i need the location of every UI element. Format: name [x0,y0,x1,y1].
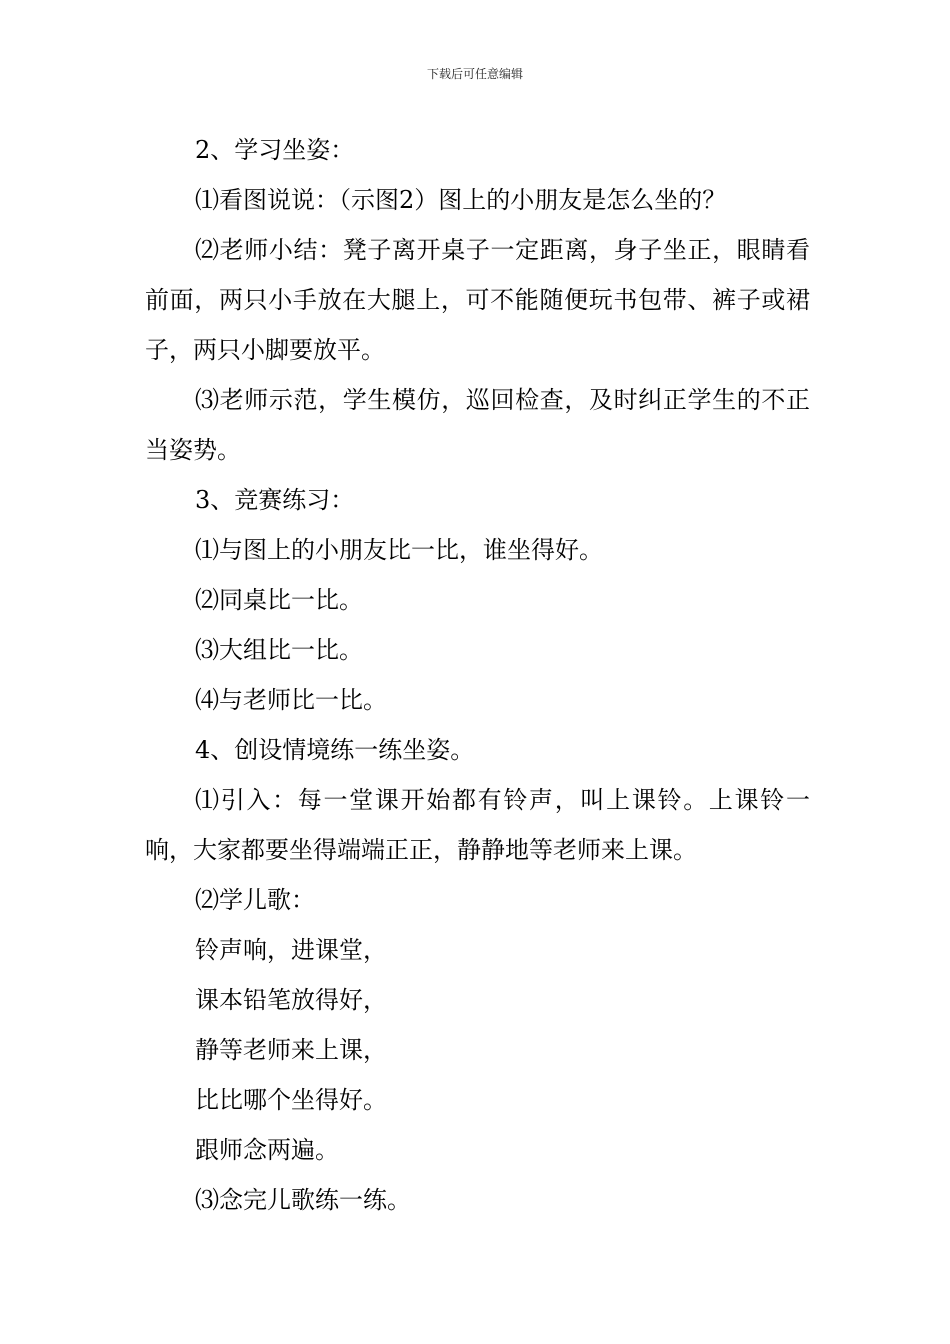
paragraph: 跟师念两遍。 [195,1136,339,1164]
song-line: 比比哪个坐得好。 [195,1086,387,1114]
section-heading-sitting-posture: 2、学习坐姿： [195,136,355,164]
section-heading-scenario: 4、创设情境练一练坐姿。 [195,736,475,764]
paragraph: ⑶大组比一比。 [195,636,363,664]
document-body [145,125,810,1225]
paragraph: ⑴看图说说：（示图2）图上的小朋友是怎么坐的？ [195,186,727,214]
song-line: 课本铅笔放得好， [195,986,387,1014]
paragraph: ⑷与老师比一比。 [195,686,387,714]
paragraph: ⑶念完儿歌练一练。 [195,1186,411,1214]
paragraph: ⑴与图上的小朋友比一比，谁坐得好。 [195,536,603,564]
paragraph: ⑶老师示范，学生模仿，巡回检查，及时纠正学生的不正当姿势。 [145,386,810,464]
song-line: 静等老师来上课， [195,1036,387,1064]
page-header-note: 下载后可任意编辑 [426,67,523,81]
paragraph: ⑵学儿歌： [195,886,315,914]
paragraph: ⑵同桌比一比。 [195,586,363,614]
paragraph: ⑵老师小结：凳子离开桌子一定距离，身子坐正，眼睛看前面，两只小手放在大腿上，可不能随便玩书包带、裤子或裙子，两只小脚要放平。 [145,236,810,364]
paragraph: ⑴引入：每一堂课开始都有铃声，叫上课铃。上课铃一响，大家都要坐得端端正正，静静地等老师来上课。 [145,786,810,864]
section-heading-competition: 3、竞赛练习： [195,486,355,514]
song-line: 铃声响，进课堂， [195,936,387,964]
